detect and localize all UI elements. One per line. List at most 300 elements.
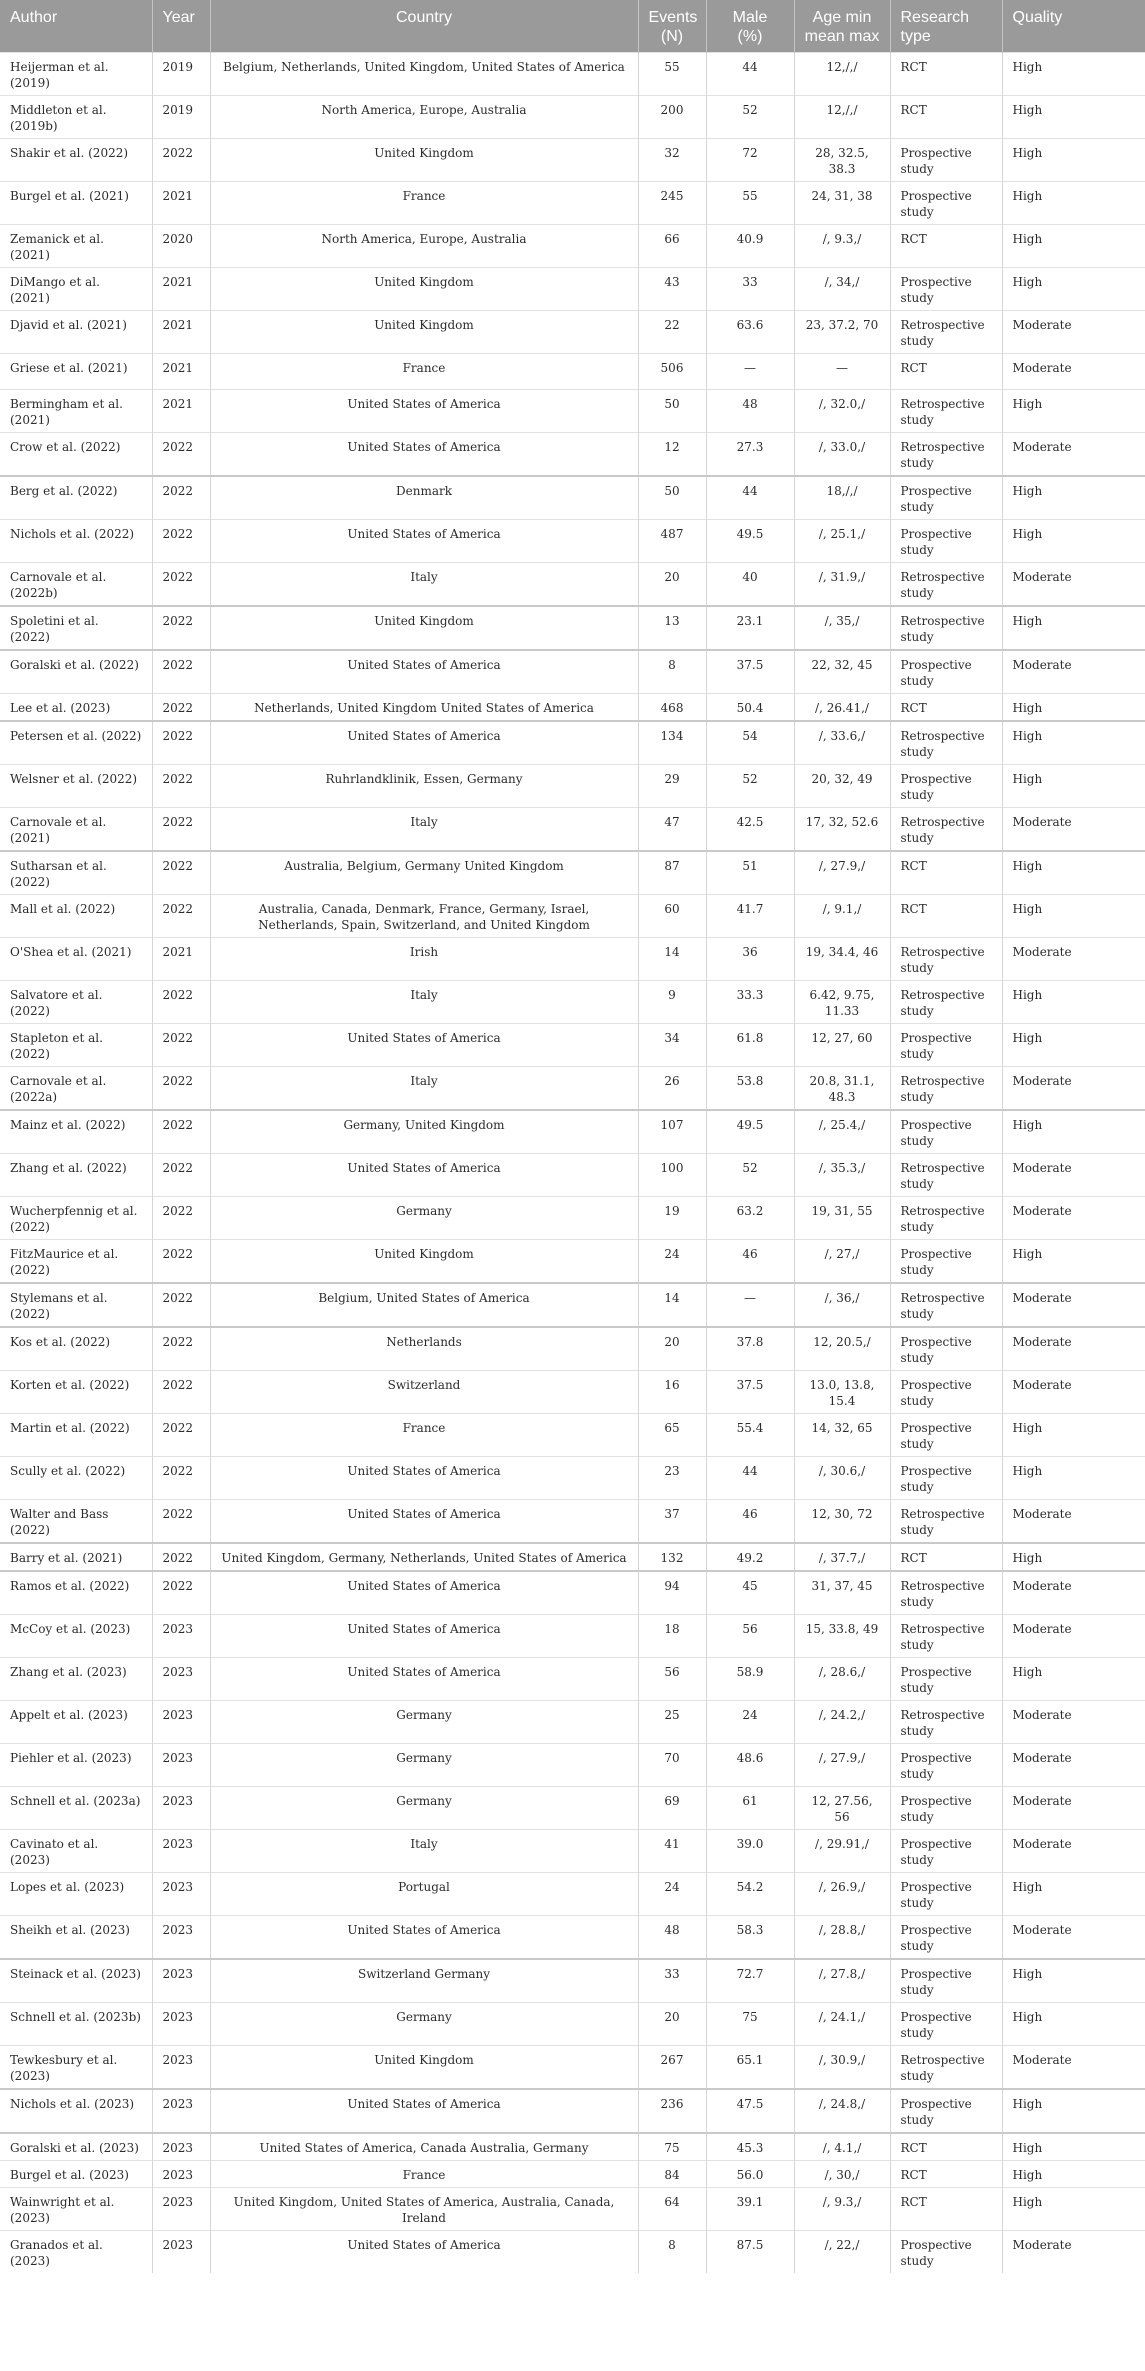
cell-quality: Moderate [1002, 1916, 1145, 1960]
cell-age: /, 27.9,/ [794, 1744, 890, 1787]
cell-author: Schnell et al. (2023a) [0, 1787, 152, 1830]
cell-events: 107 [638, 1110, 706, 1154]
cell-male-percent: 61 [706, 1787, 794, 1830]
cell-events: 23 [638, 1457, 706, 1500]
cell-quality: High [1002, 981, 1145, 1024]
cell-author: Lopes et al. (2023) [0, 1873, 152, 1916]
cell-country: United States of America [210, 1916, 638, 1960]
cell-research-type: Prospective study [890, 1024, 1002, 1067]
cell-quality: Moderate [1002, 1830, 1145, 1873]
cell-age: 24, 31, 38 [794, 182, 890, 225]
cell-country: Australia, Canada, Denmark, France, Germany, Israel, Netherlands, Spain, Switzerland, and United Kingdom [210, 895, 638, 938]
cell-quality: Moderate [1002, 1327, 1145, 1371]
cell-events: 22 [638, 311, 706, 354]
column-header-author: Author [0, 0, 152, 53]
cell-country: Germany [210, 1787, 638, 1830]
table-row [0, 1873, 1145, 1916]
column-header-research-type: Research type [890, 0, 1002, 53]
cell-quality: High [1002, 2003, 1145, 2046]
cell-age: /, 32.0,/ [794, 390, 890, 433]
cell-quality: High [1002, 1024, 1145, 1067]
cell-author: Walter and Bass (2022) [0, 1500, 152, 1544]
table-row [0, 53, 1145, 96]
table-row [0, 433, 1145, 477]
table-row [0, 1457, 1145, 1500]
column-header-country: Country [210, 0, 638, 53]
table-row [0, 2133, 1145, 2161]
cell-research-type: RCT [890, 1543, 1002, 1571]
column-header-year: Year [152, 0, 210, 53]
cell-research-type: Prospective study [890, 1959, 1002, 2003]
cell-male-percent: 50.4 [706, 694, 794, 722]
table-row [0, 1500, 1145, 1544]
cell-year: 2022 [152, 1571, 210, 1615]
cell-research-type: RCT [890, 895, 1002, 938]
cell-author: Salvatore et al. (2022) [0, 981, 152, 1024]
cell-year: 2023 [152, 1916, 210, 1960]
cell-research-type: Prospective study [890, 268, 1002, 311]
table-row [0, 1024, 1145, 1067]
cell-events: 33 [638, 1959, 706, 2003]
cell-age: /, 36,/ [794, 1283, 890, 1327]
cell-country: United Kingdom [210, 1240, 638, 1284]
cell-male-percent: 55.4 [706, 1414, 794, 1457]
cell-male-percent: 63.2 [706, 1197, 794, 1240]
cell-year: 2023 [152, 2046, 210, 2090]
cell-author: Berg et al. (2022) [0, 476, 152, 520]
cell-male-percent: 44 [706, 476, 794, 520]
table-row [0, 182, 1145, 225]
cell-research-type: Prospective study [890, 1414, 1002, 1457]
cell-quality: High [1002, 2188, 1145, 2231]
cell-age: 15, 33.8, 49 [794, 1615, 890, 1658]
table-row [0, 1414, 1145, 1457]
cell-country: Italy [210, 1067, 638, 1111]
cell-events: 20 [638, 563, 706, 607]
cell-research-type: Retrospective study [890, 1154, 1002, 1197]
cell-male-percent: 63.6 [706, 311, 794, 354]
cell-research-type: RCT [890, 225, 1002, 268]
cell-year: 2019 [152, 53, 210, 96]
cell-quality: Moderate [1002, 1154, 1145, 1197]
cell-country: Switzerland [210, 1371, 638, 1414]
cell-age: 14, 32, 65 [794, 1414, 890, 1457]
cell-quality: High [1002, 53, 1145, 96]
cell-quality: Moderate [1002, 2231, 1145, 2274]
cell-events: 267 [638, 2046, 706, 2090]
cell-quality: Moderate [1002, 1371, 1145, 1414]
cell-events: 24 [638, 1873, 706, 1916]
cell-age: 28, 32.5, 38.3 [794, 139, 890, 182]
table-row [0, 2089, 1145, 2133]
cell-country: United States of America [210, 1024, 638, 1067]
table-row [0, 1240, 1145, 1284]
cell-events: 487 [638, 520, 706, 563]
cell-male-percent: 37.5 [706, 1371, 794, 1414]
table-row [0, 1197, 1145, 1240]
cell-male-percent: 37.8 [706, 1327, 794, 1371]
cell-year: 2022 [152, 721, 210, 765]
cell-research-type: Prospective study [890, 1916, 1002, 1960]
cell-male-percent: 44 [706, 53, 794, 96]
cell-year: 2023 [152, 1701, 210, 1744]
cell-research-type: Prospective study [890, 1240, 1002, 1284]
cell-country: United Kingdom [210, 2046, 638, 2090]
cell-events: 9 [638, 981, 706, 1024]
cell-year: 2022 [152, 808, 210, 852]
cell-events: 506 [638, 354, 706, 390]
cell-author: Mainz et al. (2022) [0, 1110, 152, 1154]
cell-events: 8 [638, 2231, 706, 2274]
cell-year: 2023 [152, 2188, 210, 2231]
cell-quality: High [1002, 2089, 1145, 2133]
cell-research-type: Prospective study [890, 1787, 1002, 1830]
cell-country: Belgium, United States of America [210, 1283, 638, 1327]
cell-country: Italy [210, 808, 638, 852]
cell-male-percent: 39.1 [706, 2188, 794, 2231]
cell-research-type: Retrospective study [890, 2046, 1002, 2090]
cell-country: United States of America [210, 1154, 638, 1197]
cell-author: Barry et al. (2021) [0, 1543, 152, 1571]
cell-male-percent: 75 [706, 2003, 794, 2046]
cell-quality: High [1002, 606, 1145, 650]
cell-events: 468 [638, 694, 706, 722]
cell-age: /, 27.9,/ [794, 851, 890, 895]
cell-year: 2023 [152, 2003, 210, 2046]
cell-year: 2021 [152, 268, 210, 311]
cell-events: 8 [638, 650, 706, 694]
cell-year: 2021 [152, 354, 210, 390]
cell-events: 200 [638, 96, 706, 139]
cell-age: /, 29.91,/ [794, 1830, 890, 1873]
cell-male-percent: 87.5 [706, 2231, 794, 2274]
cell-research-type: Retrospective study [890, 1283, 1002, 1327]
cell-male-percent: 49.5 [706, 1110, 794, 1154]
cell-year: 2023 [152, 2089, 210, 2133]
cell-year: 2022 [152, 1283, 210, 1327]
cell-author: Carnovale et al. (2022b) [0, 563, 152, 607]
cell-male-percent: 40 [706, 563, 794, 607]
cell-research-type: Retrospective study [890, 1500, 1002, 1544]
cell-author: Sheikh et al. (2023) [0, 1916, 152, 1960]
cell-age: 22, 32, 45 [794, 650, 890, 694]
cell-age: /, 25.4,/ [794, 1110, 890, 1154]
cell-author: Stapleton et al. (2022) [0, 1024, 152, 1067]
cell-quality: Moderate [1002, 1283, 1145, 1327]
table-row [0, 895, 1145, 938]
cell-research-type: Retrospective study [890, 938, 1002, 981]
cell-research-type: RCT [890, 694, 1002, 722]
cell-age: /, 30.9,/ [794, 2046, 890, 2090]
cell-country: Germany [210, 1701, 638, 1744]
cell-male-percent: 46 [706, 1240, 794, 1284]
cell-age: 19, 31, 55 [794, 1197, 890, 1240]
cell-author: Goralski et al. (2022) [0, 650, 152, 694]
cell-research-type: Retrospective study [890, 433, 1002, 477]
cell-author: Petersen et al. (2022) [0, 721, 152, 765]
cell-events: 24 [638, 1240, 706, 1284]
cell-male-percent: — [706, 354, 794, 390]
cell-quality: High [1002, 268, 1145, 311]
cell-author: Burgel et al. (2023) [0, 2161, 152, 2188]
table-row [0, 1744, 1145, 1787]
cell-male-percent: 58.3 [706, 1916, 794, 1960]
cell-age: 12, 27.56, 56 [794, 1787, 890, 1830]
cell-events: 47 [638, 808, 706, 852]
cell-age: /, 9.1,/ [794, 895, 890, 938]
cell-year: 2022 [152, 1067, 210, 1111]
cell-year: 2023 [152, 1744, 210, 1787]
column-header-events: Events (N) [638, 0, 706, 53]
cell-country: France [210, 354, 638, 390]
cell-male-percent: 44 [706, 1457, 794, 1500]
cell-male-percent: 23.1 [706, 606, 794, 650]
cell-research-type: Retrospective study [890, 390, 1002, 433]
cell-country: Germany [210, 1197, 638, 1240]
cell-male-percent: 58.9 [706, 1658, 794, 1701]
cell-year: 2023 [152, 1830, 210, 1873]
cell-year: 2020 [152, 225, 210, 268]
cell-age: 6.42, 9.75, 11.33 [794, 981, 890, 1024]
cell-country: Switzerland Germany [210, 1959, 638, 2003]
cell-age: 20, 32, 49 [794, 765, 890, 808]
cell-male-percent: 61.8 [706, 1024, 794, 1067]
cell-year: 2023 [152, 2231, 210, 2274]
cell-age: /, 28.8,/ [794, 1916, 890, 1960]
table-row [0, 1787, 1145, 1830]
cell-quality: High [1002, 1414, 1145, 1457]
cell-male-percent: 45.3 [706, 2133, 794, 2161]
cell-male-percent: 46 [706, 1500, 794, 1544]
cell-quality: High [1002, 1959, 1145, 2003]
cell-age: 12, 27, 60 [794, 1024, 890, 1067]
cell-author: Wucherpfennig et al. (2022) [0, 1197, 152, 1240]
cell-quality: High [1002, 895, 1145, 938]
cell-author: Bermingham et al. (2021) [0, 390, 152, 433]
table-row [0, 563, 1145, 607]
cell-quality: High [1002, 1240, 1145, 1284]
cell-year: 2021 [152, 390, 210, 433]
cell-events: 236 [638, 2089, 706, 2133]
table-row [0, 851, 1145, 895]
cell-author: Steinack et al. (2023) [0, 1959, 152, 2003]
cell-quality: Moderate [1002, 433, 1145, 477]
cell-research-type: RCT [890, 96, 1002, 139]
cell-quality: Moderate [1002, 650, 1145, 694]
cell-year: 2022 [152, 1197, 210, 1240]
cell-year: 2022 [152, 1154, 210, 1197]
cell-quality: High [1002, 390, 1145, 433]
table-row [0, 2161, 1145, 2188]
cell-male-percent: 49.5 [706, 520, 794, 563]
cell-country: United States of America [210, 721, 638, 765]
cell-country: United States of America [210, 1615, 638, 1658]
cell-age: /, 24.1,/ [794, 2003, 890, 2046]
cell-research-type: Retrospective study [890, 1615, 1002, 1658]
cell-author: Kos et al. (2022) [0, 1327, 152, 1371]
cell-author: Heijerman et al. (2019) [0, 53, 152, 96]
cell-country: United States of America [210, 650, 638, 694]
cell-country: Italy [210, 1830, 638, 1873]
table-row [0, 2188, 1145, 2231]
header-row [0, 0, 1145, 53]
cell-country: France [210, 2161, 638, 2188]
cell-events: 13 [638, 606, 706, 650]
cell-events: 134 [638, 721, 706, 765]
cell-age: /, 24.8,/ [794, 2089, 890, 2133]
cell-research-type: Prospective study [890, 182, 1002, 225]
cell-events: 14 [638, 938, 706, 981]
cell-age: /, 26.9,/ [794, 1873, 890, 1916]
cell-quality: High [1002, 182, 1145, 225]
cell-country: Netherlands [210, 1327, 638, 1371]
cell-male-percent: 37.5 [706, 650, 794, 694]
cell-author: Sutharsan et al. (2022) [0, 851, 152, 895]
cell-country: Ruhrlandklinik, Essen, Germany [210, 765, 638, 808]
table-row [0, 354, 1145, 390]
cell-events: 29 [638, 765, 706, 808]
cell-research-type: Prospective study [890, 1371, 1002, 1414]
table-header [0, 0, 1145, 53]
cell-events: 75 [638, 2133, 706, 2161]
cell-events: 16 [638, 1371, 706, 1414]
cell-author: Scully et al. (2022) [0, 1457, 152, 1500]
table-row [0, 476, 1145, 520]
cell-quality: Moderate [1002, 1744, 1145, 1787]
table-row [0, 808, 1145, 852]
cell-age: /, 31.9,/ [794, 563, 890, 607]
cell-quality: Moderate [1002, 1500, 1145, 1544]
cell-male-percent: 56.0 [706, 2161, 794, 2188]
cell-author: Nichols et al. (2023) [0, 2089, 152, 2133]
cell-year: 2022 [152, 520, 210, 563]
cell-research-type: Prospective study [890, 1327, 1002, 1371]
cell-events: 65 [638, 1414, 706, 1457]
cell-year: 2022 [152, 606, 210, 650]
cell-male-percent: 65.1 [706, 2046, 794, 2090]
cell-country: Denmark [210, 476, 638, 520]
table-row [0, 1959, 1145, 2003]
cell-male-percent: 48.6 [706, 1744, 794, 1787]
cell-research-type: Prospective study [890, 1744, 1002, 1787]
cell-male-percent: 55 [706, 182, 794, 225]
cell-year: 2022 [152, 694, 210, 722]
cell-country: North America, Europe, Australia [210, 96, 638, 139]
cell-year: 2022 [152, 851, 210, 895]
cell-male-percent: 33 [706, 268, 794, 311]
table-row [0, 1830, 1145, 1873]
cell-quality: High [1002, 765, 1145, 808]
cell-male-percent: 42.5 [706, 808, 794, 852]
cell-events: 37 [638, 1500, 706, 1544]
cell-research-type: Prospective study [890, 650, 1002, 694]
cell-age: /, 35,/ [794, 606, 890, 650]
cell-year: 2022 [152, 650, 210, 694]
cell-quality: Moderate [1002, 1571, 1145, 1615]
cell-events: 100 [638, 1154, 706, 1197]
cell-quality: High [1002, 1110, 1145, 1154]
table-row [0, 1701, 1145, 1744]
cell-male-percent: 27.3 [706, 433, 794, 477]
cell-country: United States of America [210, 520, 638, 563]
cell-quality: High [1002, 721, 1145, 765]
cell-year: 2022 [152, 1457, 210, 1500]
cell-events: 18 [638, 1615, 706, 1658]
cell-male-percent: 54 [706, 721, 794, 765]
table-row [0, 1154, 1145, 1197]
cell-year: 2022 [152, 1240, 210, 1284]
cell-events: 50 [638, 476, 706, 520]
cell-male-percent: 56 [706, 1615, 794, 1658]
cell-author: Korten et al. (2022) [0, 1371, 152, 1414]
cell-events: 64 [638, 2188, 706, 2231]
cell-male-percent: 33.3 [706, 981, 794, 1024]
cell-country: Germany, United Kingdom [210, 1110, 638, 1154]
cell-year: 2023 [152, 1658, 210, 1701]
cell-author: Middleton et al. (2019b) [0, 96, 152, 139]
cell-research-type: RCT [890, 53, 1002, 96]
cell-quality: High [1002, 225, 1145, 268]
cell-quality: Moderate [1002, 1615, 1145, 1658]
cell-year: 2022 [152, 139, 210, 182]
cell-age: /, 25.1,/ [794, 520, 890, 563]
cell-year: 2022 [152, 1024, 210, 1067]
cell-events: 87 [638, 851, 706, 895]
cell-research-type: RCT [890, 2188, 1002, 2231]
cell-research-type: Prospective study [890, 476, 1002, 520]
cell-research-type: Prospective study [890, 2089, 1002, 2133]
cell-author: Shakir et al. (2022) [0, 139, 152, 182]
cell-research-type: Prospective study [890, 1830, 1002, 1873]
table-row [0, 606, 1145, 650]
table-row [0, 721, 1145, 765]
cell-age: 12, 20.5,/ [794, 1327, 890, 1371]
cell-male-percent: 72.7 [706, 1959, 794, 2003]
cell-age: /, 28.6,/ [794, 1658, 890, 1701]
cell-age: 17, 32, 52.6 [794, 808, 890, 852]
cell-author: Granados et al. (2023) [0, 2231, 152, 2274]
cell-country: United States of America [210, 2231, 638, 2274]
cell-research-type: RCT [890, 2133, 1002, 2161]
cell-age: 19, 34.4, 46 [794, 938, 890, 981]
cell-author: Zhang et al. (2023) [0, 1658, 152, 1701]
cell-year: 2022 [152, 765, 210, 808]
cell-year: 2022 [152, 563, 210, 607]
cell-research-type: Prospective study [890, 1110, 1002, 1154]
cell-male-percent: — [706, 1283, 794, 1327]
cell-quality: Moderate [1002, 563, 1145, 607]
cell-country: France [210, 1414, 638, 1457]
table-row [0, 938, 1145, 981]
cell-author: Cavinato et al. (2023) [0, 1830, 152, 1873]
cell-research-type: Prospective study [890, 2231, 1002, 2274]
cell-author: DiMango et al. (2021) [0, 268, 152, 311]
table-body [0, 53, 1145, 2274]
cell-country: Irish [210, 938, 638, 981]
cell-year: 2023 [152, 1873, 210, 1916]
cell-research-type: Retrospective study [890, 606, 1002, 650]
cell-events: 14 [638, 1283, 706, 1327]
cell-age: /, 33.6,/ [794, 721, 890, 765]
table-row [0, 1571, 1145, 1615]
cell-year: 2022 [152, 1371, 210, 1414]
table-row [0, 2231, 1145, 2274]
cell-author: Wainwright et al. (2023) [0, 2188, 152, 2231]
cell-quality: High [1002, 476, 1145, 520]
cell-events: 94 [638, 1571, 706, 1615]
cell-year: 2022 [152, 1500, 210, 1544]
cell-year: 2022 [152, 1110, 210, 1154]
